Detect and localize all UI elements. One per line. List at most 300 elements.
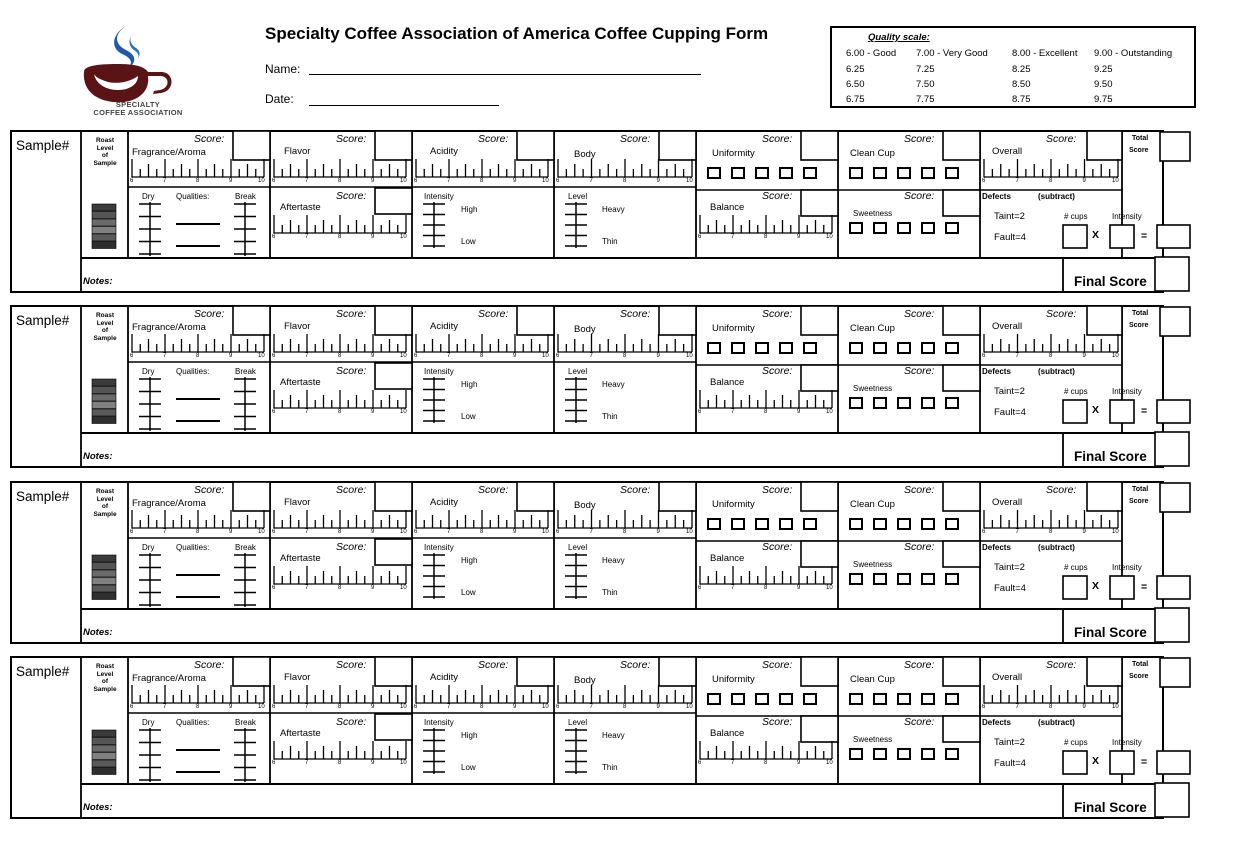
- roast-label-line: Roast: [95, 137, 115, 144]
- score-label: Score:: [478, 133, 509, 145]
- score-label: Score:: [336, 133, 367, 145]
- dry-label: Dry: [142, 367, 155, 376]
- roast-level-swatch-icon[interactable]: [92, 555, 116, 600]
- flavor-scale[interactable]: [274, 685, 406, 703]
- scale-number: 8: [196, 529, 200, 535]
- score-box[interactable]: [659, 306, 696, 335]
- scale-number: 10: [686, 178, 693, 184]
- scale-number: 8: [623, 353, 627, 359]
- body-level-scale[interactable]: [565, 553, 587, 599]
- sample-block: [10, 481, 1193, 645]
- clean-cup-checkbox[interactable]: [898, 694, 910, 704]
- scale-number: 10: [258, 178, 265, 184]
- score-label: Score:: [336, 190, 367, 202]
- scale-number: 6: [272, 178, 276, 184]
- sweetness-cup-checkbox[interactable]: [874, 398, 886, 408]
- score-box[interactable]: [801, 190, 838, 216]
- sweetness-cup-checkbox[interactable]: [898, 574, 910, 584]
- dry-scale[interactable]: [139, 553, 161, 607]
- clean-cup-checkbox[interactable]: [946, 343, 958, 353]
- acidity-high-label: High: [461, 731, 478, 740]
- roast-level-swatch-icon[interactable]: [92, 730, 116, 775]
- sample-number-label: Sample#: [16, 664, 70, 679]
- uniformity-cup-checkbox[interactable]: [732, 343, 744, 353]
- scale-number: 8: [1049, 529, 1053, 535]
- defect-cups-label: # cups: [1064, 212, 1088, 221]
- acidity-intensity-scale[interactable]: [423, 202, 445, 248]
- aftertaste-scale[interactable]: [274, 566, 406, 584]
- scale-number: 7: [447, 704, 451, 710]
- scale-number: 9: [229, 178, 233, 184]
- body-scale[interactable]: [558, 510, 692, 528]
- scale-number: 9: [656, 704, 660, 710]
- score-box[interactable]: [801, 541, 838, 567]
- flavor-scale[interactable]: [274, 159, 406, 177]
- defect-intensity-box[interactable]: [1110, 751, 1134, 774]
- scale-number: 7: [589, 704, 593, 710]
- sweetness-cup-checkbox[interactable]: [850, 749, 862, 759]
- name-label: Name:: [265, 62, 301, 76]
- acidity-scale[interactable]: [416, 510, 548, 528]
- scale-number: 6: [130, 704, 134, 710]
- sweetness-cup-checkbox[interactable]: [874, 223, 886, 233]
- date-label: Date:: [265, 92, 294, 106]
- name-field[interactable]: [309, 74, 701, 75]
- overall-label: Overall: [992, 497, 1023, 508]
- scale-number: 9: [229, 353, 233, 359]
- score-box[interactable]: [233, 131, 270, 160]
- balance-label: Balance: [710, 202, 745, 213]
- clean-cup-checkbox[interactable]: [850, 168, 862, 178]
- body-thin-label: Thin: [602, 763, 618, 772]
- notes-label: Notes:: [83, 451, 113, 462]
- balance-scale[interactable]: [700, 741, 832, 759]
- sweetness-cup-checkbox[interactable]: [898, 398, 910, 408]
- scale-number: 6: [272, 704, 276, 710]
- clean-cup-checkbox[interactable]: [922, 343, 934, 353]
- roast-label-line: Sample: [93, 685, 117, 693]
- score-label: Score:: [478, 308, 509, 320]
- fragrance-scale[interactable]: [132, 159, 264, 177]
- scale-number: 9: [797, 234, 801, 240]
- final-score-box[interactable]: [1155, 783, 1189, 817]
- score-box[interactable]: [375, 714, 412, 740]
- scale-number: 9: [797, 760, 801, 766]
- scale-number: 9: [513, 529, 517, 535]
- clean-cup-checkbox[interactable]: [850, 694, 862, 704]
- score-label: Score:: [336, 308, 367, 320]
- score-box[interactable]: [801, 365, 838, 391]
- acidity-intensity-scale[interactable]: [423, 553, 445, 599]
- score-box[interactable]: [801, 716, 838, 742]
- scale-number: 8: [338, 409, 342, 415]
- score-box[interactable]: [375, 482, 412, 511]
- dry-scale[interactable]: [139, 728, 161, 782]
- aftertaste-scale[interactable]: [274, 390, 406, 408]
- defect-total-box[interactable]: [1157, 225, 1190, 248]
- aftertaste-label: Aftertaste: [280, 377, 321, 388]
- scale-number: 7: [305, 409, 309, 415]
- scale-number: 7: [305, 178, 309, 184]
- score-box[interactable]: [801, 657, 838, 686]
- break-scale[interactable]: [234, 728, 256, 782]
- balance-label: Balance: [710, 728, 745, 739]
- score-box[interactable]: [943, 131, 980, 160]
- acidity-high-label: High: [461, 556, 478, 565]
- defect-cups-box[interactable]: [1063, 400, 1087, 423]
- total-score-label: Score: [1129, 498, 1149, 505]
- score-label: Score:: [904, 365, 935, 377]
- qualities-label: Qualities:: [176, 543, 210, 552]
- score-box[interactable]: [517, 131, 554, 160]
- balance-scale[interactable]: [700, 215, 832, 233]
- scale-number: 9: [513, 704, 517, 710]
- score-label: Score:: [904, 484, 935, 496]
- scale-number: 6: [982, 704, 986, 710]
- uniformity-cup-checkbox[interactable]: [756, 694, 768, 704]
- score-box[interactable]: [659, 657, 696, 686]
- roast-label-line: Sample: [93, 334, 117, 342]
- total-score-box[interactable]: [1160, 658, 1190, 687]
- uniformity-cup-checkbox[interactable]: [780, 343, 792, 353]
- clean-cup-checkbox[interactable]: [922, 694, 934, 704]
- uniformity-cup-checkbox[interactable]: [780, 694, 792, 704]
- uniformity-cup-checkbox[interactable]: [756, 519, 768, 529]
- scale-number: 7: [731, 585, 735, 591]
- scale-number: 9: [797, 585, 801, 591]
- scale-number: 10: [542, 529, 549, 535]
- overall-label: Overall: [992, 321, 1023, 332]
- defect-cups-box[interactable]: [1063, 751, 1087, 774]
- body-level-scale[interactable]: [565, 377, 587, 423]
- dry-scale[interactable]: [139, 377, 161, 431]
- body-scale[interactable]: [558, 685, 692, 703]
- score-box[interactable]: [943, 306, 980, 335]
- body-heavy-label: Heavy: [602, 205, 625, 214]
- scale-number: 10: [400, 529, 407, 535]
- flavor-label: Flavor: [284, 146, 311, 157]
- uniformity-cup-checkbox[interactable]: [756, 168, 768, 178]
- roast-label-line: Roast: [95, 663, 115, 670]
- overall-scale[interactable]: [984, 334, 1118, 352]
- dry-label: Dry: [142, 192, 155, 201]
- dry-scale[interactable]: [139, 202, 161, 256]
- score-box[interactable]: [1087, 131, 1122, 160]
- scale-number: 6: [272, 353, 276, 359]
- uniformity-cup-checkbox[interactable]: [780, 168, 792, 178]
- sweetness-cup-checkbox[interactable]: [922, 398, 934, 408]
- defect-cups-box[interactable]: [1063, 576, 1087, 599]
- score-box[interactable]: [233, 482, 270, 511]
- scale-number: 6: [414, 353, 418, 359]
- body-label: Body: [574, 149, 596, 160]
- uniformity-cup-checkbox[interactable]: [708, 519, 720, 529]
- body-scale[interactable]: [558, 334, 692, 352]
- flavor-label: Flavor: [284, 672, 311, 683]
- score-label: Score:: [478, 659, 509, 671]
- scale-number: 9: [513, 178, 517, 184]
- balance-label: Balance: [710, 553, 745, 564]
- sweetness-cup-checkbox[interactable]: [946, 223, 958, 233]
- scale-number: 10: [542, 178, 549, 184]
- clean-cup-checkbox[interactable]: [874, 519, 886, 529]
- acidity-scale[interactable]: [416, 685, 548, 703]
- scale-number: 10: [400, 353, 407, 359]
- score-box[interactable]: [375, 188, 412, 214]
- sweetness-cup-checkbox[interactable]: [922, 749, 934, 759]
- acidity-label: Acidity: [430, 321, 458, 332]
- score-box[interactable]: [375, 657, 412, 686]
- scale-number: 9: [1082, 178, 1086, 184]
- score-box[interactable]: [943, 482, 980, 511]
- quality-scale-cell: 8.50: [1012, 79, 1031, 90]
- defect-intensity-label: Intensity: [1112, 387, 1142, 396]
- total-score-box[interactable]: [1160, 132, 1190, 161]
- clean-cup-checkbox[interactable]: [898, 519, 910, 529]
- scale-number: 8: [623, 704, 627, 710]
- acidity-scale[interactable]: [416, 159, 548, 177]
- clean-cup-checkbox[interactable]: [874, 694, 886, 704]
- scale-number: 10: [400, 409, 407, 415]
- defect-cups-label: # cups: [1064, 387, 1088, 396]
- scale-number: 9: [371, 353, 375, 359]
- score-box[interactable]: [1087, 482, 1122, 511]
- acidity-high-label: High: [461, 205, 478, 214]
- defect-total-box[interactable]: [1157, 751, 1190, 774]
- flavor-scale[interactable]: [274, 510, 406, 528]
- total-score-box[interactable]: [1160, 307, 1190, 336]
- score-box[interactable]: [1087, 306, 1122, 335]
- score-box[interactable]: [943, 190, 980, 216]
- score-box[interactable]: [517, 657, 554, 686]
- break-scale[interactable]: [234, 377, 256, 431]
- clean-cup-checkbox[interactable]: [946, 694, 958, 704]
- score-box[interactable]: [943, 365, 980, 391]
- score-box[interactable]: [801, 306, 838, 335]
- score-label: Score:: [762, 133, 793, 145]
- scale-number: 7: [305, 585, 309, 591]
- score-box[interactable]: [375, 363, 412, 389]
- roast-label-line: of: [101, 678, 109, 685]
- score-box[interactable]: [943, 657, 980, 686]
- defect-intensity-box[interactable]: [1110, 576, 1134, 599]
- scale-number: 7: [447, 353, 451, 359]
- total-score-label: Score: [1129, 322, 1149, 329]
- sweetness-cup-checkbox[interactable]: [850, 398, 862, 408]
- clean-cup-checkbox[interactable]: [922, 168, 934, 178]
- final-score-label: Final Score: [1074, 274, 1147, 289]
- overall-scale[interactable]: [984, 159, 1118, 177]
- sweetness-cup-checkbox[interactable]: [946, 398, 958, 408]
- clean-cup-checkbox[interactable]: [898, 343, 910, 353]
- score-box[interactable]: [517, 306, 554, 335]
- score-box[interactable]: [233, 657, 270, 686]
- uniformity-cup-checkbox[interactable]: [804, 694, 816, 704]
- score-box[interactable]: [375, 539, 412, 565]
- acidity-scale[interactable]: [416, 334, 548, 352]
- defect-intensity-box[interactable]: [1110, 225, 1134, 248]
- scale-number: 7: [447, 178, 451, 184]
- clean-cup-checkbox[interactable]: [874, 343, 886, 353]
- defect-cups-label: # cups: [1064, 563, 1088, 572]
- scale-number: 7: [589, 353, 593, 359]
- uniformity-cup-checkbox[interactable]: [756, 343, 768, 353]
- clean-cup-checkbox[interactable]: [922, 519, 934, 529]
- uniformity-cup-checkbox[interactable]: [708, 168, 720, 178]
- flavor-scale[interactable]: [274, 334, 406, 352]
- score-box[interactable]: [1087, 657, 1122, 686]
- scale-number: 8: [338, 704, 342, 710]
- sample-number-label: Sample#: [16, 138, 70, 153]
- final-score-box[interactable]: [1155, 432, 1189, 466]
- score-label: Score:: [194, 133, 225, 145]
- date-field[interactable]: [309, 105, 499, 106]
- scale-number: 9: [229, 529, 233, 535]
- fragrance-scale[interactable]: [132, 334, 264, 352]
- qualities-label: Qualities:: [176, 192, 210, 201]
- sweetness-cup-checkbox[interactable]: [874, 574, 886, 584]
- balance-scale[interactable]: [700, 566, 832, 584]
- aftertaste-label: Aftertaste: [280, 202, 321, 213]
- quality-scale-cell: 9.25: [1094, 64, 1113, 75]
- score-label: Score:: [336, 365, 367, 377]
- scale-number: 9: [656, 178, 660, 184]
- form-title: Specialty Coffee Association of America Coffee Cupping Form: [265, 24, 769, 43]
- scale-number: 7: [731, 760, 735, 766]
- scale-number: 10: [258, 704, 265, 710]
- final-score-box[interactable]: [1155, 608, 1189, 642]
- equals-sign: =: [1141, 756, 1148, 768]
- scale-number: 10: [826, 409, 833, 415]
- sweetness-cup-checkbox[interactable]: [898, 749, 910, 759]
- score-label: Score:: [620, 659, 651, 671]
- uniformity-cup-checkbox[interactable]: [780, 519, 792, 529]
- defect-total-box[interactable]: [1157, 576, 1190, 599]
- sweetness-cup-checkbox[interactable]: [874, 749, 886, 759]
- sample-number-label: Sample#: [16, 489, 70, 504]
- fault-label: Fault=4: [994, 407, 1026, 418]
- sweetness-cup-checkbox[interactable]: [898, 223, 910, 233]
- scale-number: 6: [982, 178, 986, 184]
- score-box[interactable]: [659, 482, 696, 511]
- score-box[interactable]: [659, 131, 696, 160]
- scale-number: 9: [656, 353, 660, 359]
- sweetness-cup-checkbox[interactable]: [946, 574, 958, 584]
- clean-cup-checkbox[interactable]: [898, 168, 910, 178]
- uniformity-cup-checkbox[interactable]: [804, 343, 816, 353]
- scale-number: 7: [163, 178, 167, 184]
- score-label: Score:: [478, 484, 509, 496]
- score-box[interactable]: [375, 131, 412, 160]
- fragrance-scale[interactable]: [132, 685, 264, 703]
- clean-cup-checkbox[interactable]: [946, 519, 958, 529]
- clean-cup-checkbox[interactable]: [946, 168, 958, 178]
- scale-number: 7: [1015, 529, 1019, 535]
- uniformity-cup-checkbox[interactable]: [708, 343, 720, 353]
- sweetness-cup-checkbox[interactable]: [922, 223, 934, 233]
- body-level-scale[interactable]: [565, 202, 587, 248]
- break-scale[interactable]: [234, 202, 256, 256]
- uniformity-cup-checkbox[interactable]: [732, 168, 744, 178]
- body-thin-label: Thin: [602, 237, 618, 246]
- scale-number: 6: [272, 234, 276, 240]
- score-box[interactable]: [943, 541, 980, 567]
- clean-cup-checkbox[interactable]: [850, 343, 862, 353]
- balance-scale[interactable]: [700, 390, 832, 408]
- score-box[interactable]: [801, 131, 838, 160]
- sweetness-cup-checkbox[interactable]: [850, 223, 862, 233]
- dry-label: Dry: [142, 543, 155, 552]
- roast-level-swatch-icon[interactable]: [92, 379, 116, 424]
- overall-scale[interactable]: [984, 510, 1118, 528]
- roast-level-swatch-icon[interactable]: [92, 204, 116, 249]
- balance-label: Balance: [710, 377, 745, 388]
- scale-number: 9: [656, 529, 660, 535]
- fragrance-scale[interactable]: [132, 510, 264, 528]
- roast-label-line: Sample: [93, 510, 117, 518]
- score-box[interactable]: [801, 482, 838, 511]
- overall-scale[interactable]: [984, 685, 1118, 703]
- uniformity-cup-checkbox[interactable]: [708, 694, 720, 704]
- break-scale[interactable]: [234, 553, 256, 607]
- score-box[interactable]: [943, 716, 980, 742]
- scale-number: 10: [1112, 353, 1119, 359]
- equals-sign: =: [1141, 405, 1148, 417]
- scale-number: 10: [1112, 529, 1119, 535]
- equals-sign: =: [1141, 581, 1148, 593]
- sweetness-cup-checkbox[interactable]: [946, 749, 958, 759]
- body-thin-label: Thin: [602, 412, 618, 421]
- body-label: Body: [574, 675, 596, 686]
- score-box[interactable]: [517, 482, 554, 511]
- uniformity-cup-checkbox[interactable]: [804, 168, 816, 178]
- body-scale[interactable]: [558, 159, 692, 177]
- body-level-label: Level: [568, 192, 588, 201]
- defect-total-box[interactable]: [1157, 400, 1190, 423]
- uniformity-cup-checkbox[interactable]: [732, 519, 744, 529]
- acidity-intensity-scale[interactable]: [423, 728, 445, 774]
- score-box[interactable]: [233, 306, 270, 335]
- acidity-intensity-scale[interactable]: [423, 377, 445, 423]
- clean-cup-checkbox[interactable]: [874, 168, 886, 178]
- scale-number: 6: [130, 353, 134, 359]
- sweetness-cup-checkbox[interactable]: [850, 574, 862, 584]
- score-box[interactable]: [375, 306, 412, 335]
- aftertaste-scale[interactable]: [274, 215, 406, 233]
- defects-label: Defects: [982, 543, 1011, 552]
- score-label: Score:: [904, 190, 935, 202]
- uniformity-cup-checkbox[interactable]: [732, 694, 744, 704]
- total-score-box[interactable]: [1160, 483, 1190, 512]
- clean-cup-checkbox[interactable]: [850, 519, 862, 529]
- defect-intensity-label: Intensity: [1112, 212, 1142, 221]
- scale-number: 8: [338, 234, 342, 240]
- acidity-label: Acidity: [430, 672, 458, 683]
- uniformity-cup-checkbox[interactable]: [804, 519, 816, 529]
- defects-label: Defects: [982, 718, 1011, 727]
- body-level-scale[interactable]: [565, 728, 587, 774]
- scale-number: 8: [480, 704, 484, 710]
- roast-label-line: Sample: [93, 159, 117, 167]
- scale-number: 9: [1082, 353, 1086, 359]
- scale-number: 8: [1049, 178, 1053, 184]
- defect-intensity-box[interactable]: [1110, 400, 1134, 423]
- defect-cups-box[interactable]: [1063, 225, 1087, 248]
- final-score-box[interactable]: [1155, 257, 1189, 291]
- aftertaste-scale[interactable]: [274, 741, 406, 759]
- sweetness-cup-checkbox[interactable]: [922, 574, 934, 584]
- sweetness-label: Sweetness: [853, 209, 893, 218]
